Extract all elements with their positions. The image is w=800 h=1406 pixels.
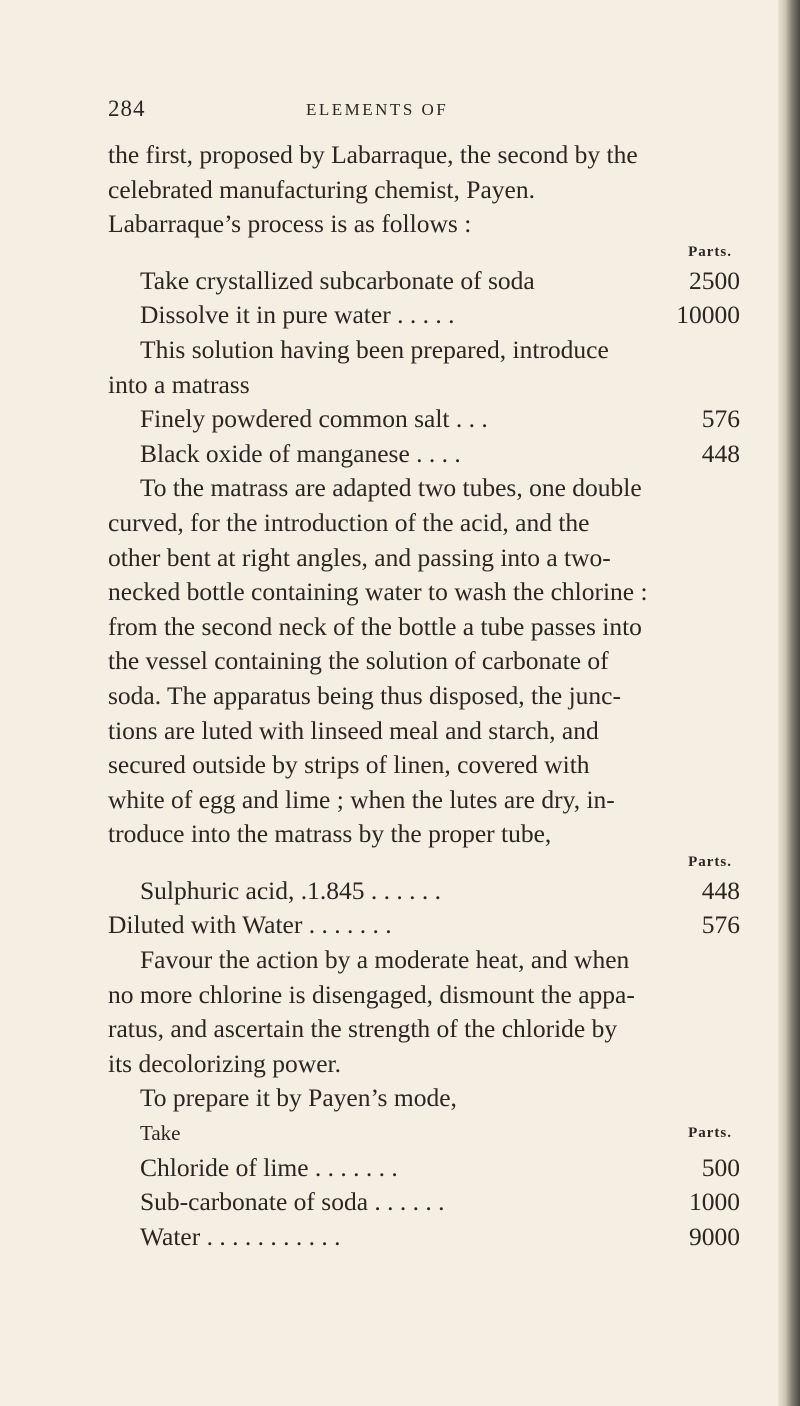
recipe-quantity: 10000 bbox=[676, 300, 740, 330]
text-line: secured outside by strips of linen, covered with bbox=[108, 750, 590, 780]
recipe-quantity: 9000 bbox=[689, 1221, 740, 1251]
text-line: white of egg and lime ; when the lutes are dry, in- bbox=[108, 784, 615, 814]
running-head: ELEMENTS OF bbox=[306, 100, 449, 119]
text-line: from the second neck of the bottle a tube passes into bbox=[108, 611, 642, 641]
recipe-ingredient: Chloride of lime . . . . . . . bbox=[140, 1152, 398, 1182]
recipe-quantity: 576 bbox=[701, 910, 740, 940]
take-parts-row bbox=[108, 1116, 740, 1151]
take-label: Take bbox=[140, 1121, 181, 1146]
text-line: necked bottle containing water to wash the chlorine : bbox=[108, 577, 648, 607]
text-line: its decolorizing power. bbox=[108, 1048, 341, 1078]
recipe-row bbox=[108, 298, 740, 333]
recipe-ingredient: Water . . . . . . . . . . . bbox=[140, 1221, 341, 1251]
page-number: 284 bbox=[108, 96, 146, 121]
page-header bbox=[108, 96, 668, 128]
recipe-row bbox=[108, 1185, 740, 1220]
recipe-ingredient: Sulphuric acid, .1.845 . . . . . . bbox=[140, 875, 442, 905]
text-line: ratus, and ascertain the strength of the chloride by bbox=[108, 1014, 618, 1044]
text-line: the vessel containing the solution of carbonate of bbox=[108, 646, 609, 676]
recipe-quantity: 448 bbox=[701, 875, 740, 905]
recipe-ingredient: Black oxide of manganese . . . . bbox=[140, 438, 461, 468]
text-line: no more chlorine is disengaged, dismount the appa- bbox=[108, 979, 635, 1009]
text-line: into a matrass bbox=[108, 369, 250, 399]
recipe-quantity: 576 bbox=[701, 404, 740, 434]
parts-column-label: Parts. bbox=[688, 853, 732, 870]
recipe-ingredient: Sub-carbonate of soda . . . . . . bbox=[140, 1187, 445, 1217]
text-line: tions are luted with linseed meal and starch, and bbox=[108, 715, 599, 745]
recipe-row bbox=[108, 1151, 740, 1186]
parts-column-label: Parts. bbox=[688, 243, 732, 260]
text-line: Labarraque’s process is as follows : bbox=[108, 209, 472, 239]
recipe-quantity: 1000 bbox=[689, 1187, 740, 1217]
recipe-row bbox=[108, 402, 740, 437]
body-text bbox=[108, 138, 740, 1254]
recipe-row bbox=[108, 437, 740, 472]
text-line: troduce into the matrass by the proper tube, bbox=[108, 819, 552, 849]
text-line: celebrated manufacturing chemist, Payen. bbox=[108, 174, 535, 204]
parts-column-label: Parts. bbox=[688, 1125, 732, 1142]
recipe-row bbox=[108, 1220, 740, 1255]
recipe-row bbox=[108, 264, 740, 299]
text-line: This solution having been prepared, introduce bbox=[140, 334, 609, 364]
recipe-row bbox=[108, 874, 740, 909]
recipe-ingredient: Finely powdered common salt . . . bbox=[140, 404, 488, 434]
text-line: curved, for the introduction of the acid, and the bbox=[108, 507, 590, 537]
recipe-quantity: 500 bbox=[701, 1152, 740, 1182]
recipe-quantity: 448 bbox=[701, 438, 740, 468]
text-line: other bent at right angles, and passing into a two- bbox=[108, 542, 611, 572]
page-edge-shadow bbox=[778, 0, 800, 1406]
recipe-ingredient: Dissolve it in pure water . . . . . bbox=[140, 300, 455, 330]
recipe-ingredient: Diluted with Water . . . . . . . bbox=[108, 910, 392, 940]
text-line: To the matrass are adapted two tubes, one double bbox=[140, 473, 642, 503]
recipe-ingredient: Take crystallized subcarbonate of soda bbox=[140, 265, 535, 295]
recipe-row bbox=[108, 908, 740, 943]
recipe-quantity: 2500 bbox=[689, 265, 740, 295]
text-line: To prepare it by Payen’s mode, bbox=[140, 1083, 457, 1113]
text-line: Favour the action by a moderate heat, and when bbox=[140, 945, 630, 975]
text-line: soda. The apparatus being thus disposed, the junc- bbox=[108, 680, 621, 710]
text-line: the first, proposed by Labarraque, the second by the bbox=[108, 140, 638, 169]
